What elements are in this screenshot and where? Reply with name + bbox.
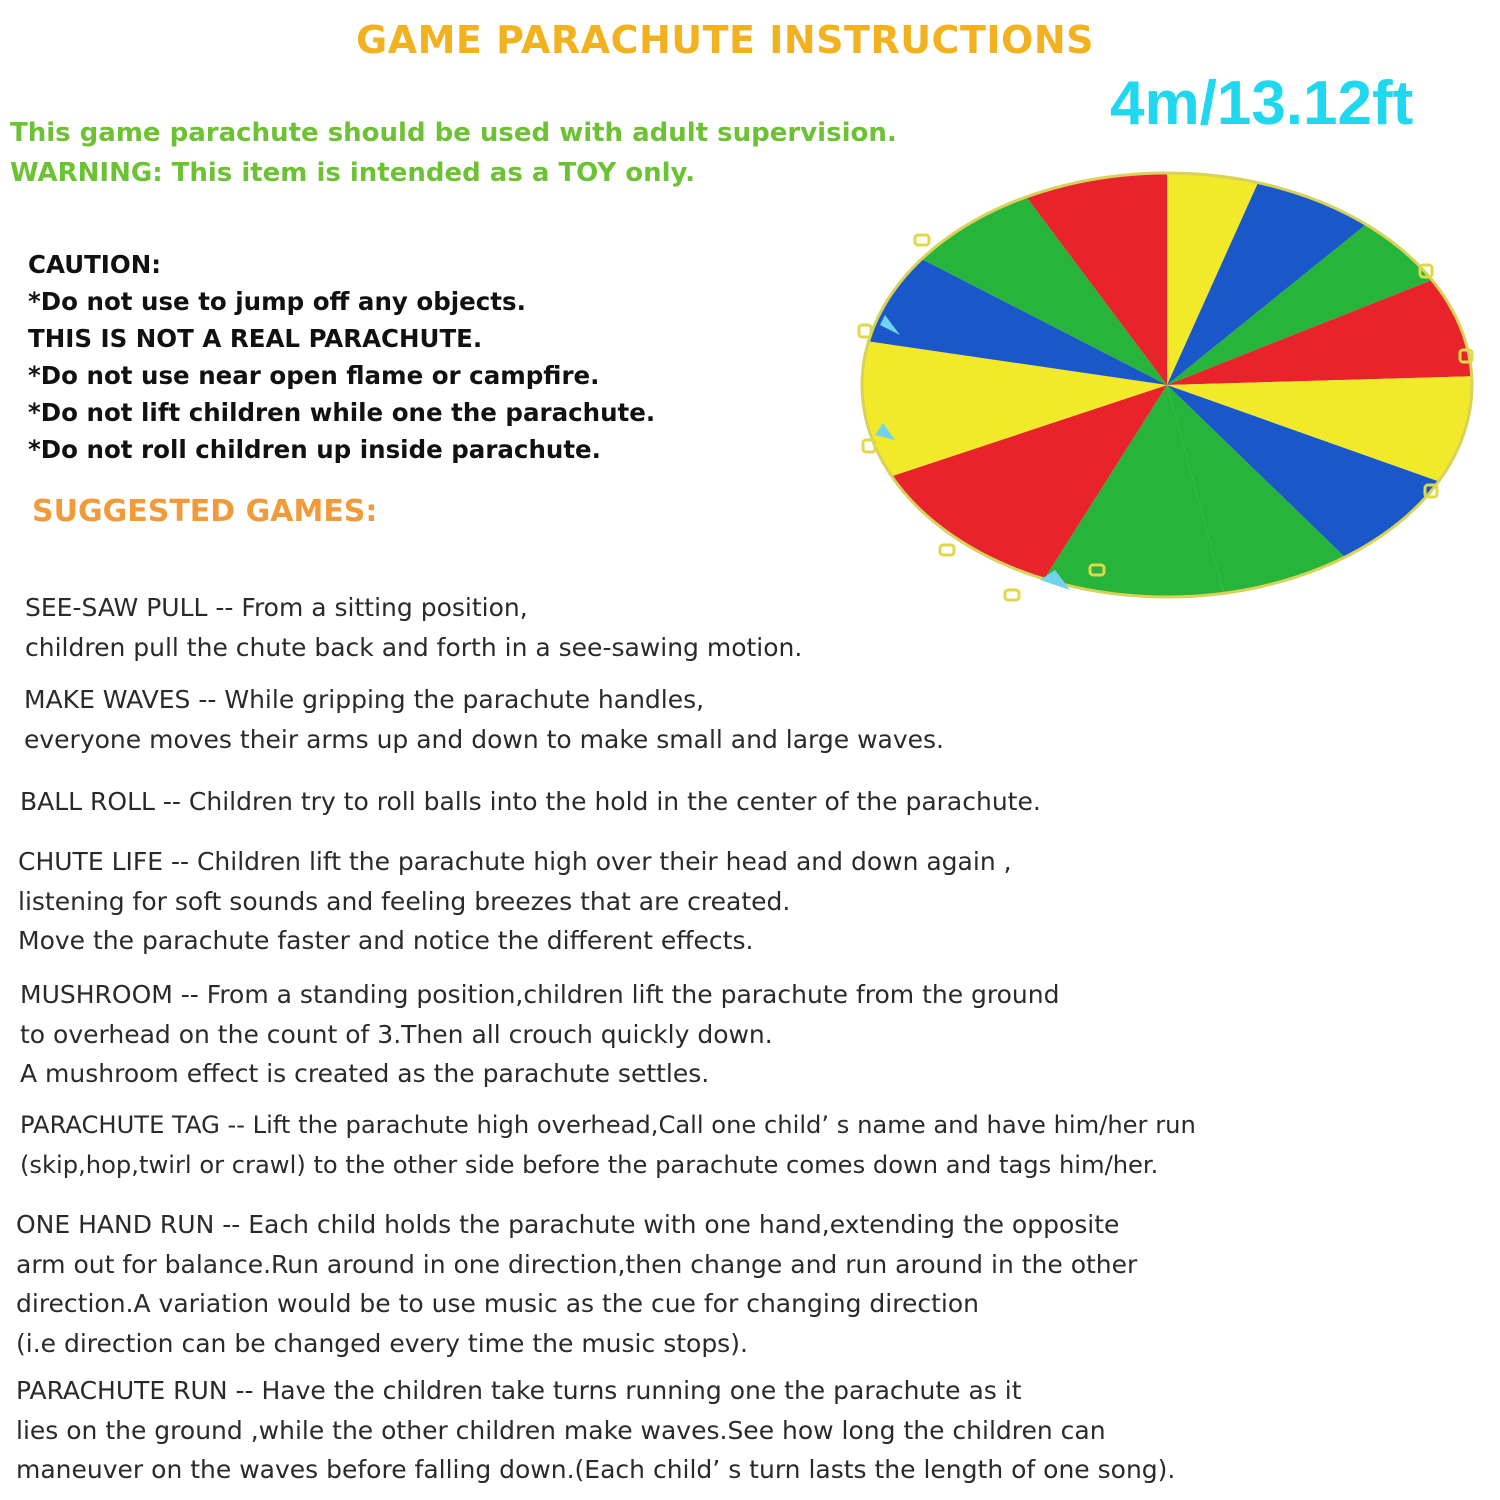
game-line: MUSHROOM -- From a standing position,children lift the parachute from the ground: [20, 980, 1060, 1009]
game-line: SEE-SAW PULL -- From a sitting position,: [25, 593, 528, 622]
game-line: to overhead on the count of 3.Then all crouch quickly down.: [20, 1019, 773, 1049]
game-line: children pull the chute back and forth in a see-sawing motion.: [25, 632, 803, 662]
caution-line: *Do not roll children up inside parachute.: [28, 435, 601, 464]
supervision-notice: This game parachute should be used with adult supervision.: [10, 118, 897, 148]
game-line: (skip,hop,twirl or crawl) to the other side before the parachute comes down and tags him/her.: [20, 1150, 1159, 1179]
caution-line: THIS IS NOT A REAL PARACHUTE.: [28, 324, 483, 353]
game-line: MAKE WAVES -- While gripping the parachute handles,: [24, 685, 705, 714]
game-line: arm out for balance.Run around in one direction,then change and run around in the other: [16, 1249, 1138, 1279]
game-parachute-tag: [20, 1106, 1196, 1185]
game-line: Move the parachute faster and notice the different effects.: [18, 926, 754, 955]
warning-notice: WARNING: This item is intended as a TOY only.: [10, 158, 695, 188]
game-line: BALL ROLL -- Children try to roll balls into the hold in the center of the parachute.: [20, 787, 1041, 816]
game-chute-life: [18, 842, 1012, 961]
game-make-waves: [24, 680, 944, 759]
caution-heading: CAUTION:: [28, 250, 162, 279]
size-label: 4m/13.12ft: [1110, 69, 1414, 138]
game-one-hand-run: [16, 1205, 1137, 1363]
game-line: PARACHUTE RUN -- Have the children take turns running one the parachute as it: [16, 1376, 1022, 1405]
game-line: PARACHUTE TAG -- Lift the parachute high overhead,Call one child’ s name and have him/her run: [20, 1111, 1196, 1139]
parachute-image: [855, 165, 1480, 605]
game-line: lies on the ground ,while the other children make waves.See how long the children can: [16, 1415, 1106, 1445]
game-line: A mushroom effect is created as the parachute settles.: [20, 1059, 710, 1088]
game-ball-roll: [20, 782, 1041, 822]
game-parachute-run: [16, 1371, 1175, 1490]
caution-line: *Do not use to jump off any objects.: [28, 287, 526, 316]
game-line: maneuver on the waves before falling down.(Each child’ s turn lasts the length of one song).: [16, 1455, 1176, 1484]
page-title: GAME PARACHUTE INSTRUCTIONS: [356, 18, 1094, 62]
suggested-games-heading: SUGGESTED GAMES:: [32, 494, 378, 529]
game-line: direction.A variation would be to use music as the cue for changing direction: [16, 1289, 979, 1318]
game-line: CHUTE LIFE -- Children lift the parachute high over their head and down again ,: [18, 847, 1012, 876]
game-line: ONE HAND RUN -- Each child holds the parachute with one hand,extending the opposite: [16, 1210, 1120, 1239]
game-line: everyone moves their arms up and down to make small and large waves.: [24, 724, 944, 754]
caution-line: *Do not use near open flame or campfire.: [28, 361, 600, 390]
game-mushroom: [20, 975, 1060, 1094]
game-see-saw-pull: [25, 588, 802, 667]
game-line: (i.e direction can be changed every time the music stops).: [16, 1328, 748, 1358]
game-line: listening for soft sounds and feeling breezes that are created.: [18, 886, 791, 916]
caution-line: *Do not lift children while one the parachute.: [28, 398, 656, 427]
